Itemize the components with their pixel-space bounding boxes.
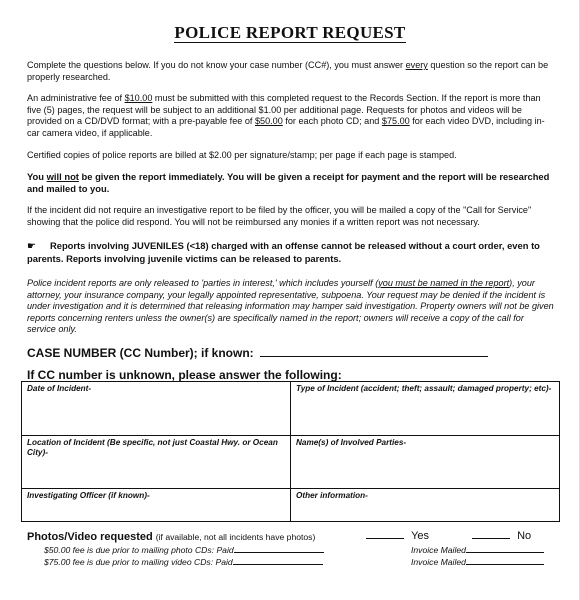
location-of-incident-field[interactable]: Location of Incident (Be specific, not just Coastal Hwy. or Ocean City)- [22,436,291,489]
photo-invoice-line: Invoice Mailed [411,545,544,555]
page-title: POLICE REPORT REQUEST [174,23,406,42]
pointing-hand-icon: ☛ [27,241,36,252]
video-paid-blank[interactable] [233,564,323,565]
other-information-field[interactable]: Other information- [291,489,560,522]
case-number-label: CASE NUMBER (CC Number); if known: [27,346,254,360]
case-number-field[interactable] [260,347,488,357]
fees-paragraph: An administrative fee of $10.00 must be submitted with this completed request to the Records Section. If the report is more than five (5) pages, the request will be subject to an additional $1.00 per additional page. Requests for photos and videos will be provided on a CD/DVD format; with a pre-payable fee of $50.00 for each photo CD; and $75.00 for each video DVD, including in-car camera video, if applicable. [27,93,545,138]
case-number-row [27,346,488,360]
call-for-service-paragraph: If the incident did not require an investigative report to be filed by the officer, you will be mailed a copy of the "Call for Service" showing that the police did respond. You will not be reimbursed any monies if a written report was not necessary. [27,205,532,227]
parties-in-interest-paragraph: Police incident reports are only released to 'parties in interest,' which includes yourself (you must be named in the report), your attorney, your insurance company, your legally appointed representative, subpoena. Your request may be denied if the incident is under investigation and it is determined that releasing information may hamper said investigation. Property owners will not be given reports concerning renters unless the owner(s) are specifically named in the report; owners will receive a copy of the call for service only. [27,278,554,335]
juvenile-notice-paragraph: ☛ Reports involving JUVENILES (<18) charged with an offense cannot be released without a court order, even to parents. Reports involving juvenile victims can be released to parents. [27,240,540,264]
photo-fee-line: $50.00 fee is due prior to mailing photo CDs: Paid [44,545,324,555]
video-invoice-blank[interactable] [466,564,544,565]
cc-unknown-heading: If CC number is unknown, please answer the following: [27,368,342,382]
investigating-officer-field[interactable]: Investigating Officer (if known)- [22,489,291,522]
certified-copies-paragraph: Certified copies of police reports are billed at $2.00 per signature/stamp; per page if each page is stamped. [27,150,457,160]
instructions-paragraph: Complete the questions below. If you do not know your case number (CC#), you must answer every question so the report can be properly researched. [27,60,549,82]
yes-option: Yes [366,530,429,542]
photo-invoice-blank[interactable] [466,552,544,553]
yes-blank[interactable] [366,538,404,539]
photos-video-label: Photos/Video requested [27,531,153,543]
photo-paid-blank[interactable] [234,552,324,553]
photos-note: (if available, not all incidents have photos) [155,532,316,542]
video-fee-line: $75.00 fee is due prior to mailing video CDs: Paid [44,557,323,567]
type-of-incident-field[interactable]: Type of Incident (accident; theft; assault; damaged property; etc)- [291,382,560,436]
video-invoice-line: Invoice Mailed [411,557,544,567]
involved-parties-field[interactable]: Name(s) of Involved Parties- [291,436,560,489]
incident-details-table [21,381,560,522]
mailing-notice-paragraph: You will not be given the report immediately. You will be given a receipt for payment and the report will be researched and mailed to you. [27,171,550,194]
no-option: No [472,530,531,542]
date-of-incident-field[interactable]: Date of Incident- [22,382,291,436]
no-blank[interactable] [472,538,510,539]
